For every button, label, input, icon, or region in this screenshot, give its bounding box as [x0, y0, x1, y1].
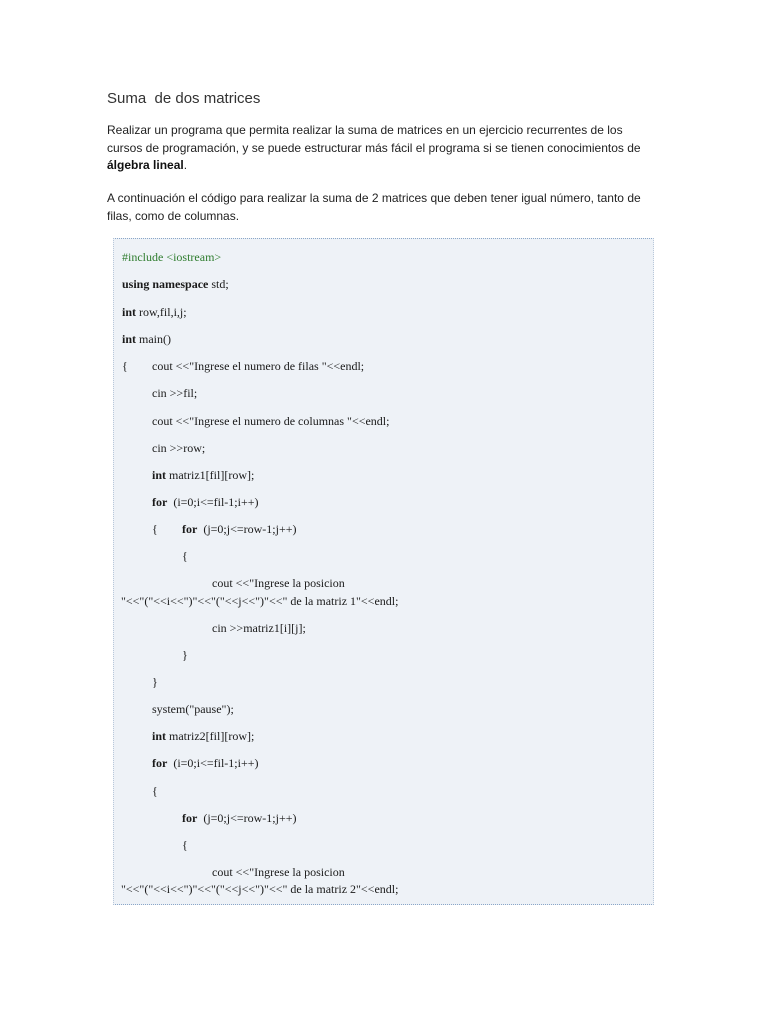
code-brace-close: } [182, 648, 188, 662]
code-using-namespace [122, 277, 229, 291]
code-matriz2: matriz2[fil][row]; [166, 729, 255, 743]
code-vars: row,fil,i,j; [136, 305, 187, 319]
code-brace-open: { [122, 359, 128, 373]
code-std: std; [208, 277, 229, 291]
code-for-i-cond: (i=0;i<=fil-1;i++) [167, 756, 259, 770]
code-main-sig: main() [136, 332, 172, 346]
code-for-i-cond: (i=0;i<=fil-1;i++) [167, 495, 259, 509]
code-for-i [152, 756, 259, 770]
code-posicion-matriz2: "<<"("<<i<<")"<<"("<<j<<")"<<" de la matriz 2"<<endl; [121, 882, 399, 896]
page-title: Suma de dos matrices [107, 90, 261, 107]
keyword-int: int [152, 729, 167, 743]
code-for-j-cond: (j=0;j<=row-1;j++) [197, 811, 297, 825]
keyword-int: int [122, 332, 137, 346]
keyword-using: using [122, 277, 150, 291]
intro-text: Realizar un programa que permita realizar la suma de matrices en un ejercicio recurrentes de los cursos de programación, y se puede estructurar más fácil el programa si se tienen conocimientos de [107, 123, 641, 155]
keyword-for: for [182, 522, 198, 536]
code-include: #include <iostream> [122, 250, 222, 264]
code-decl-matriz2 [152, 729, 254, 743]
keyword-for: for [152, 495, 168, 509]
code-decl-matriz1 [152, 468, 254, 482]
code-for-i [152, 495, 259, 509]
code-brace-open: { [182, 838, 188, 852]
code-brace-close: } [152, 675, 158, 689]
code-posicion-matriz1: "<<"("<<i<<")"<<"("<<j<<")"<<" de la matriz 1"<<endl; [121, 594, 399, 608]
code-for-j [182, 522, 297, 536]
code-cin-matriz1: cin >>matriz1[i][j]; [212, 621, 306, 635]
keyword-int: int [122, 305, 137, 319]
code-block [113, 238, 654, 905]
keyword-namespace: namespace [152, 277, 209, 291]
description-paragraph: A continuación el código para realizar la suma de 2 matrices que deben tener igual número, tanto de filas, como de columnas. [107, 191, 641, 223]
code-cout-columnas: cout <<"Ingrese el numero de columnas "<<endl; [152, 414, 390, 428]
code-cout-posicion: cout <<"Ingrese la posicion [212, 865, 345, 879]
code-main [122, 332, 171, 346]
intro-paragraph [107, 122, 652, 175]
code-cout-posicion: cout <<"Ingrese la posicion [212, 576, 345, 590]
code-brace-open: { [152, 784, 158, 798]
keyword-for: for [182, 811, 198, 825]
code-cout-filas: cout <<"Ingrese el numero de filas "<<endl; [152, 359, 365, 373]
code-matriz1: matriz1[fil][row]; [166, 468, 255, 482]
code-brace-open: { [152, 522, 158, 536]
keyword-for: for [152, 756, 168, 770]
code-cin-row: cin >>row; [152, 441, 206, 455]
code-for-j [182, 811, 297, 825]
algebra-lineal-link[interactable]: álgebra lineal [107, 158, 184, 172]
code-system-pause: system("pause"); [152, 702, 234, 716]
code-brace-open: { [182, 549, 188, 563]
keyword-int: int [152, 468, 167, 482]
code-for-j-cond: (j=0;j<=row-1;j++) [197, 522, 297, 536]
code-var-decl [122, 305, 187, 319]
intro-end: . [183, 158, 188, 172]
code-cin-fil: cin >>fil; [152, 386, 198, 400]
